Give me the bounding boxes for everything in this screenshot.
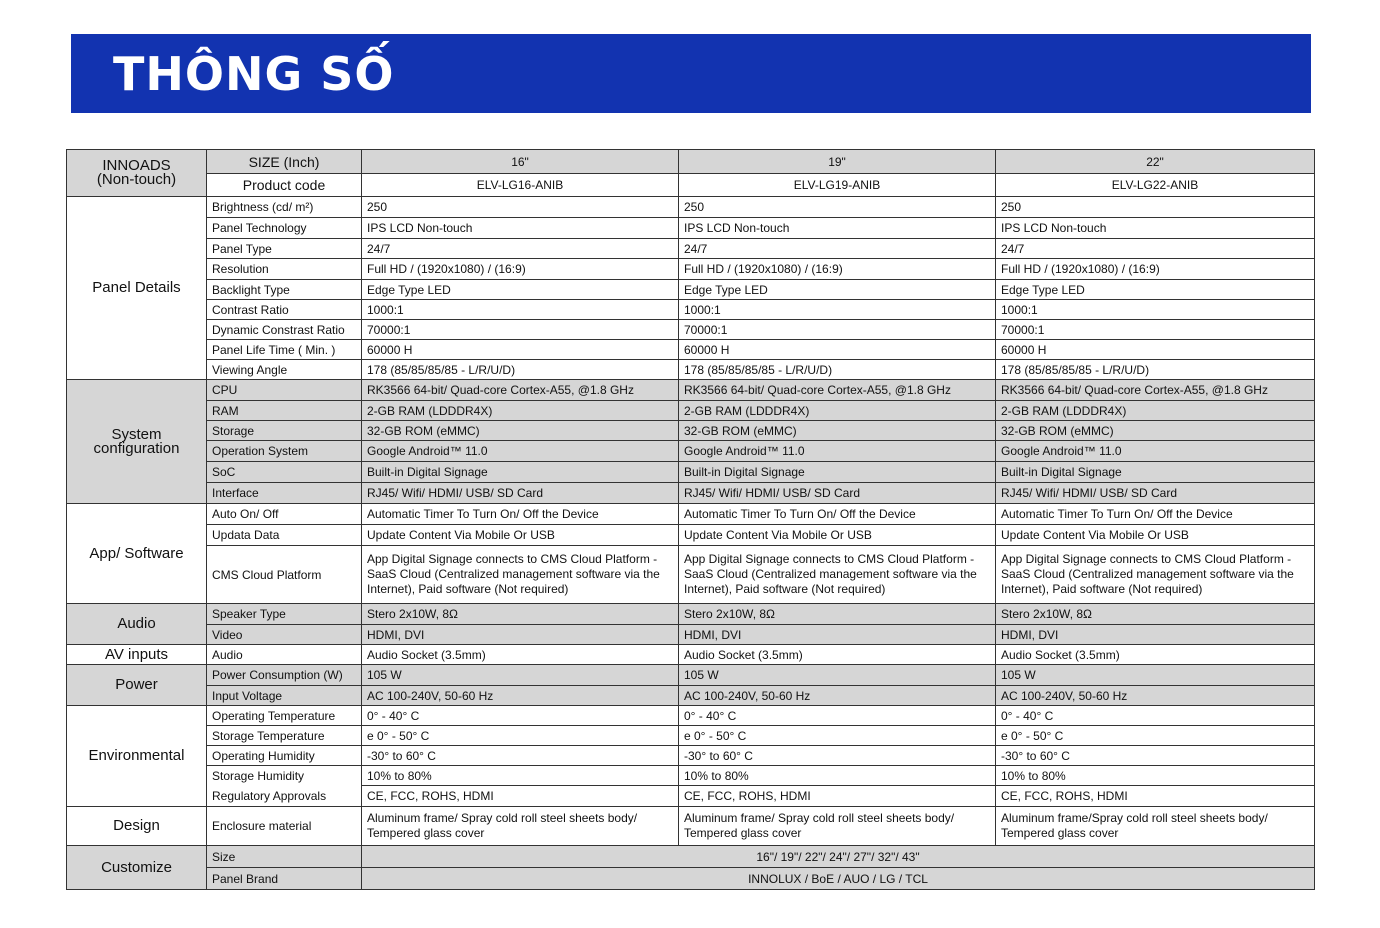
spec-value: Audio Socket (3.5mm) xyxy=(362,645,679,665)
spec-label: Resolution xyxy=(207,259,362,280)
spec-value: Update Content Via Mobile Or USB xyxy=(362,525,679,546)
spec-label: Panel Life Time ( Min. ) xyxy=(207,340,362,360)
group-system-configuration xyxy=(67,380,207,504)
spec-value: Full HD / (1920x1080) / (16:9) xyxy=(679,259,996,280)
spec-label: Input Voltage xyxy=(207,686,362,706)
spec-label: Size xyxy=(207,846,362,868)
spec-value: AC 100-240V, 50-60 Hz xyxy=(362,686,679,706)
spec-row xyxy=(67,300,1315,320)
spec-row xyxy=(67,401,1315,421)
spec-value: Automatic Timer To Turn On/ Off the Device xyxy=(679,504,996,525)
spec-row xyxy=(67,706,1315,726)
spec-value: 1000:1 xyxy=(996,300,1315,320)
spec-row xyxy=(67,504,1315,525)
spec-value: 60000 H xyxy=(362,340,679,360)
spec-value: 60000 H xyxy=(996,340,1315,360)
spec-label: Auto On/ Off xyxy=(207,504,362,525)
product-code-label: Product code xyxy=(207,174,362,197)
spec-value: 70000:1 xyxy=(362,320,679,340)
product-code: ELV-LG22-ANIB xyxy=(996,174,1315,197)
spec-row xyxy=(67,807,1315,846)
spec-row xyxy=(67,483,1315,504)
spec-label: Updata Data xyxy=(207,525,362,546)
spec-value: Built-in Digital Signage xyxy=(679,462,996,483)
spec-label: Viewing Angle xyxy=(207,360,362,380)
group-customize: Customize xyxy=(67,846,207,890)
spec-value: Edge Type LED xyxy=(996,280,1315,300)
spec-label: Storage Humidity xyxy=(207,766,362,786)
spec-row xyxy=(67,380,1315,401)
spec-row xyxy=(67,462,1315,483)
spec-label: Storage xyxy=(207,421,362,441)
spec-value: 178 (85/85/85/85 - L/R/U/D) xyxy=(362,360,679,380)
spec-value: 0° - 40° C xyxy=(996,706,1315,726)
spec-value: 178 (85/85/85/85 - L/R/U/D) xyxy=(679,360,996,380)
spec-value: Automatic Timer To Turn On/ Off the Device xyxy=(362,504,679,525)
spec-value: AC 100-240V, 50-60 Hz xyxy=(996,686,1315,706)
group-system-line: System xyxy=(111,425,162,443)
spec-value: RK3566 64-bit/ Quad-core Cortex-A55, @1.8 GHz xyxy=(996,380,1315,401)
spec-value: 1000:1 xyxy=(679,300,996,320)
spec-value: RJ45/ Wifi/ HDMI/ USB/ SD Card xyxy=(996,483,1315,504)
spec-label: CMS Cloud Platform xyxy=(207,546,362,604)
spec-value: RK3566 64-bit/ Quad-core Cortex-A55, @1.8 GHz xyxy=(362,380,679,401)
spec-value: 60000 H xyxy=(679,340,996,360)
spec-value: 2-GB RAM (LDDDR4X) xyxy=(362,401,679,421)
spec-value: 32-GB ROM (eMMC) xyxy=(996,421,1315,441)
size-value: 19" xyxy=(679,150,996,174)
spec-label: Dynamic Constrast Ratio xyxy=(207,320,362,340)
spec-value: Google Android™ 11.0 xyxy=(362,441,679,462)
spec-row xyxy=(67,625,1315,645)
spec-label: Storage Temperature xyxy=(207,726,362,746)
spec-value: 24/7 xyxy=(996,239,1315,259)
spec-value: 10% to 80% xyxy=(996,766,1315,786)
spec-value: Stero 2x10W, 8Ω xyxy=(996,604,1315,625)
spec-label: Regulatory Approvals xyxy=(207,786,362,807)
spec-label: Brightness (cd/ m²) xyxy=(207,197,362,218)
spec-label: Panel Technology xyxy=(207,218,362,239)
title-banner xyxy=(71,34,1311,113)
spec-value: Audio Socket (3.5mm) xyxy=(996,645,1315,665)
spec-value: CE, FCC, ROHS, HDMI xyxy=(679,786,996,807)
spec-value: e 0° - 50° C xyxy=(362,726,679,746)
spec-value: Edge Type LED xyxy=(679,280,996,300)
spec-row xyxy=(67,726,1315,746)
spec-label: Enclosure material xyxy=(207,807,362,846)
spec-value-span: INNOLUX / BoE / AUO / LG / TCL xyxy=(362,868,1315,890)
spec-label: Operation System xyxy=(207,441,362,462)
spec-value: AC 100-240V, 50-60 Hz xyxy=(679,686,996,706)
group-audio: Audio xyxy=(67,604,207,645)
spec-row xyxy=(67,259,1315,280)
spec-value: 2-GB RAM (LDDDR4X) xyxy=(996,401,1315,421)
spec-row xyxy=(67,218,1315,239)
spec-value: 105 W xyxy=(362,665,679,686)
spec-value: e 0° - 50° C xyxy=(996,726,1315,746)
size-header-row xyxy=(67,150,1315,174)
spec-value: 70000:1 xyxy=(679,320,996,340)
spec-label: Contrast Ratio xyxy=(207,300,362,320)
spec-value: HDMI, DVI xyxy=(996,625,1315,645)
spec-value: Stero 2x10W, 8Ω xyxy=(362,604,679,625)
spec-value: 0° - 40° C xyxy=(679,706,996,726)
spec-label: SoC xyxy=(207,462,362,483)
spec-value: Full HD / (1920x1080) / (16:9) xyxy=(996,259,1315,280)
page-title: THÔNG SỐ xyxy=(113,47,395,101)
spec-value: 250 xyxy=(362,197,679,218)
spec-value: -30° to 60° C xyxy=(996,746,1315,766)
spec-value: -30° to 60° C xyxy=(362,746,679,766)
spec-row xyxy=(67,604,1315,625)
spec-value: RK3566 64-bit/ Quad-core Cortex-A55, @1.8 GHz xyxy=(679,380,996,401)
spec-value: 0° - 40° C xyxy=(362,706,679,726)
brand-cell xyxy=(67,150,207,197)
spec-value: App Digital Signage connects to CMS Cloud Platform - SaaS Cloud (Centralized management software via the Internet), Paid software (Not required) xyxy=(362,546,679,604)
spec-label: Interface xyxy=(207,483,362,504)
spec-value: RJ45/ Wifi/ HDMI/ USB/ SD Card xyxy=(362,483,679,504)
spec-value: e 0° - 50° C xyxy=(679,726,996,746)
spec-value: Built-in Digital Signage xyxy=(996,462,1315,483)
spec-label: Panel Brand xyxy=(207,868,362,890)
spec-label: Backlight Type xyxy=(207,280,362,300)
group-design: Design xyxy=(67,807,207,846)
spec-value: 105 W xyxy=(679,665,996,686)
spec-row xyxy=(67,421,1315,441)
group-power: Power xyxy=(67,665,207,706)
spec-value: App Digital Signage connects to CMS Cloud Platform - SaaS Cloud (Centralized management software via the Internet), Paid software (Not required) xyxy=(679,546,996,604)
spec-value: Google Android™ 11.0 xyxy=(679,441,996,462)
spec-value: CE, FCC, ROHS, HDMI xyxy=(362,786,679,807)
spec-row xyxy=(67,766,1315,786)
spec-value: Stero 2x10W, 8Ω xyxy=(679,604,996,625)
spec-value: Edge Type LED xyxy=(362,280,679,300)
spec-label: Operating Temperature xyxy=(207,706,362,726)
spec-label: CPU xyxy=(207,380,362,401)
spec-label: Speaker Type xyxy=(207,604,362,625)
spec-label: Audio xyxy=(207,645,362,665)
spec-row xyxy=(67,340,1315,360)
spec-label: Video xyxy=(207,625,362,645)
group-environmental: Environmental xyxy=(67,706,207,807)
spec-row xyxy=(67,786,1315,807)
group-app-software: App/ Software xyxy=(67,504,207,604)
product-code: ELV-LG16-ANIB xyxy=(362,174,679,197)
spec-value: 250 xyxy=(679,197,996,218)
spec-row xyxy=(67,320,1315,340)
spec-label: Operating Humidity xyxy=(207,746,362,766)
spec-row xyxy=(67,645,1315,665)
spec-value: App Digital Signage connects to CMS Cloud Platform - SaaS Cloud (Centralized management software via the Internet), Paid software (Not required) xyxy=(996,546,1315,604)
spec-row xyxy=(67,360,1315,380)
spec-value: 178 (85/85/85/85 - L/R/U/D) xyxy=(996,360,1315,380)
spec-row xyxy=(67,546,1315,604)
spec-row xyxy=(67,686,1315,706)
product-code: ELV-LG19-ANIB xyxy=(679,174,996,197)
spec-value: RJ45/ Wifi/ HDMI/ USB/ SD Card xyxy=(679,483,996,504)
group-panel-details: Panel Details xyxy=(67,197,207,380)
brand-subtitle: (Non-touch) xyxy=(96,171,177,188)
group-av-inputs: AV inputs xyxy=(67,645,207,665)
spec-value: IPS LCD Non-touch xyxy=(996,218,1315,239)
spec-value: CE, FCC, ROHS, HDMI xyxy=(996,786,1315,807)
spec-value: IPS LCD Non-touch xyxy=(679,218,996,239)
spec-value: Update Content Via Mobile Or USB xyxy=(679,525,996,546)
size-value: 16" xyxy=(362,150,679,174)
spec-table xyxy=(66,149,1315,890)
spec-value: Aluminum frame/ Spray cold roll steel sheets body/ Tempered glass cover xyxy=(362,807,679,846)
spec-value: Built-in Digital Signage xyxy=(362,462,679,483)
spec-row xyxy=(67,665,1315,686)
brand-name: INNOADS xyxy=(102,157,171,174)
spec-row xyxy=(67,239,1315,259)
product-code-row xyxy=(67,174,1315,197)
spec-value: 10% to 80% xyxy=(362,766,679,786)
spec-value: 1000:1 xyxy=(362,300,679,320)
spec-value: Automatic Timer To Turn On/ Off the Device xyxy=(996,504,1315,525)
spec-label: Panel Type xyxy=(207,239,362,259)
spec-value: Update Content Via Mobile Or USB xyxy=(996,525,1315,546)
spec-value: IPS LCD Non-touch xyxy=(362,218,679,239)
spec-row xyxy=(67,441,1315,462)
spec-value-span: 16"/ 19"/ 22"/ 24"/ 27"/ 32"/ 43" xyxy=(362,846,1315,868)
spec-value: Aluminum frame/Spray cold roll steel sheets body/ Tempered glass cover xyxy=(996,807,1315,846)
group-system-line: configuration xyxy=(93,439,180,457)
spec-row xyxy=(67,525,1315,546)
spec-value: Audio Socket (3.5mm) xyxy=(679,645,996,665)
spec-value: 10% to 80% xyxy=(679,766,996,786)
spec-row xyxy=(67,868,1315,890)
spec-label: RAM xyxy=(207,401,362,421)
size-label: SIZE (Inch) xyxy=(207,150,362,174)
spec-value: Full HD / (1920x1080) / (16:9) xyxy=(362,259,679,280)
spec-value: 24/7 xyxy=(679,239,996,259)
spec-value: 250 xyxy=(996,197,1315,218)
spec-value: Aluminum frame/ Spray cold roll steel sheets body/ Tempered glass cover xyxy=(679,807,996,846)
spec-label: Power Consumption (W) xyxy=(207,665,362,686)
spec-value: 70000:1 xyxy=(996,320,1315,340)
spec-row xyxy=(67,746,1315,766)
spec-value: HDMI, DVI xyxy=(679,625,996,645)
size-value: 22" xyxy=(996,150,1315,174)
spec-value: 32-GB ROM (eMMC) xyxy=(679,421,996,441)
spec-value: -30° to 60° C xyxy=(679,746,996,766)
spec-row xyxy=(67,280,1315,300)
spec-value: 105 W xyxy=(996,665,1315,686)
spec-value: 32-GB ROM (eMMC) xyxy=(362,421,679,441)
spec-row xyxy=(67,846,1315,868)
spec-value: Google Android™ 11.0 xyxy=(996,441,1315,462)
spec-row xyxy=(67,197,1315,218)
spec-value: 2-GB RAM (LDDDR4X) xyxy=(679,401,996,421)
spec-value: HDMI, DVI xyxy=(362,625,679,645)
spec-value: 24/7 xyxy=(362,239,679,259)
